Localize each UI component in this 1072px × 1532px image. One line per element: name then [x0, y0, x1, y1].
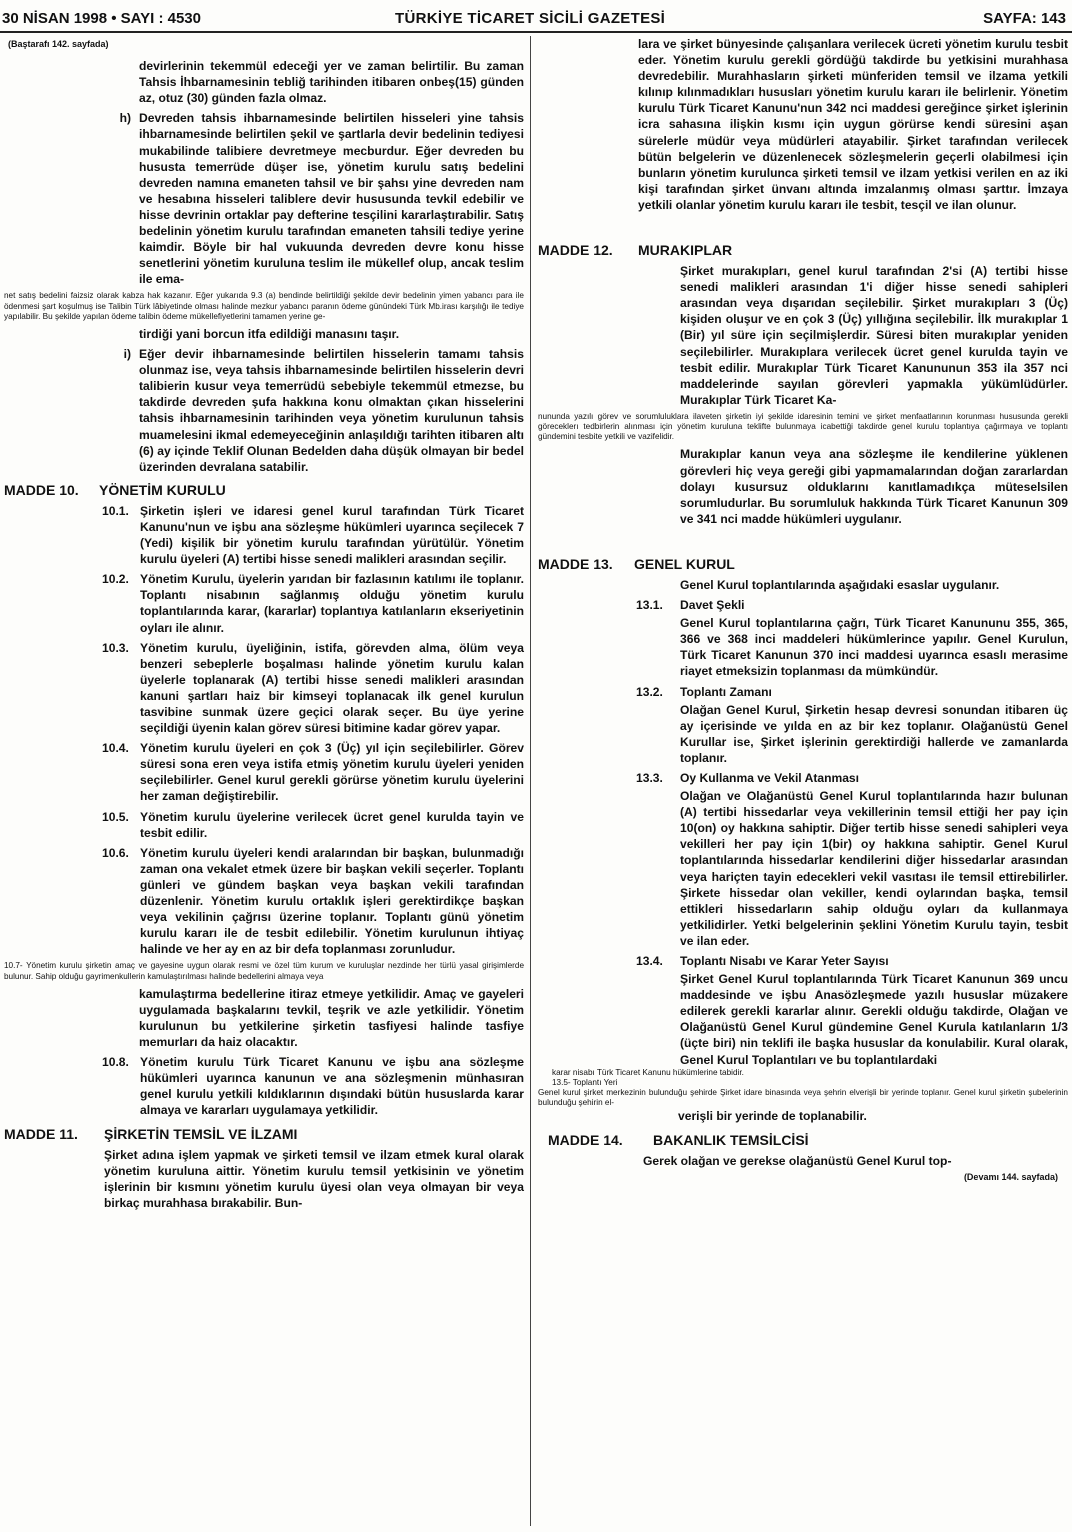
clause-text: Yönetim kurulu, üyeliğinin, istifa, görevden alma, ölüm veya benzeri sebeplerle boşalması halinde yönetim kurulu kalan üyelerle toplanarak (A) tertibi hisse senedi malikleri arasından kanuni şartları haiz bir kimseyi toplanacak ilk genel kurulun tasvibine sunmak üzere geçici olarak seçer. Bu üye yerine seçildiği üyenin kalan görev süresi bitimine kadar görev yapar.: [140, 640, 524, 736]
article-title: BAKANLIK TEMSİLCİSİ: [653, 1131, 809, 1148]
article-title: YÖNETİM KURULU: [99, 481, 226, 498]
small-print: Genel kurul şirket merkezinin bulunduğu şehirde Şirket idare binasında veya şehrin elverişli bir yerinde toplanır. Genel kurul şirketin şubelerinin bulunduğu şehirin el-: [538, 1088, 1068, 1108]
small-print: 10.7- Yönetim kurulu şirketin amaç ve gayesine uygun olarak resmi ve özel tüm kurum ve kuruluşlar nezdinde her türlü yasal girişimlerde bulunur. Sahip olduğu gayrimenkullerin kamulaştırılması halinde bedellerini almaya veya: [4, 961, 524, 981]
paragraph: Şirket adına işlem yapmak ve şirketi temsil ve ilzam etmek kural olarak yönetim kuruluna aittir. Yönetim kurulu temsil yetkisinin ve yönetim işlerinin bir kısmını yönetim kurulu üyesi olan veya olmayan bir veya birkaç murahhasa bırakabilir. Bun-: [104, 1147, 524, 1210]
list-item-i: [4, 346, 524, 475]
clause: [102, 809, 524, 841]
clause: [102, 571, 524, 635]
right-column: [538, 36, 1068, 1185]
subsection-title: Toplantı Nisabı ve Karar Yeter Sayısı: [680, 954, 889, 969]
item-text: Devreden tahsis ihbarnamesinde belirtilen hisseleri yine tahsis ihbarnamesinde belirtilen şekil ve şartlarla devir bedelinin tediyesi mukabilinde talibiere devretmeye mecburdur. Eğer devreden bu hususta temerrüde düşer ise, yönetim kurulu satış bedelini devreden namına emaneten tahsil ve bir şahsı yine devreden nam ve hesabına hisseleri taliblere devir hususunda tevkil edebilir ve hisse devrinin ortaklar pay defterine tesçilini kararlaştırabilir. Satış bedelinin yönetim kurulu tarafından emaneten tahsili tediye yerine kaimdir. Böyle bir hal vukuunda devreden devre konu hisse senetlerini yönetim kuruluna teslim ile mükellef olup, ancak teslim ile ema-: [139, 111, 524, 287]
clause-text: Şirketin işleri ve idaresi genel kurul tarafından Türk Ticaret Kanunu'nun ve işbu ana sözleşme hükümleri uyarınca seçilecek 7 (Yedi) kişilik bir yönetim kurulu tarafından yürütülür. Yönetim kurulu üyeleri (A) tertibi hisse senedi malikleri arasından seçilir.: [140, 503, 524, 567]
item-label: [4, 346, 139, 475]
subsection-text: Genel Kurul toplantılarına çağrı, Türk Ticaret Kanununu 355, 365, 366 ve 368 inci maddeleri hükümlerince yapılır. Genel Kurulun, Türk Ticaret Kanunun 370 inci maddesi uyarınca esaslı merasime riayet etmeksizin toplanması da mümkündür.: [680, 616, 1068, 679]
subsection-heading: [636, 597, 1068, 613]
small-print: karar nisabı Türk Ticaret Kanunu hükümlerine tabidir.: [552, 1067, 744, 1077]
paragraph: Murakıplar kanun veya ana sözleşme ile kendilerine yüklenen görevleri hiç veya gereği gibi yapmamalarından doğan zararlardan dolayı kusursuz olduklarını kanıtlamadıkça müteselsilen sorumludurlar. Bu sorumluluk hakkında Türk Ticaret Kanunun 309 ve 341 nci madde hükümleri uygulanır.: [680, 447, 1068, 526]
subsection-title: Oy Kullanma ve Vekil Atanması: [680, 770, 860, 785]
article-heading: [538, 555, 1068, 573]
article-number: MADDE 13.: [538, 555, 613, 572]
clause-text: Yönetim kurulu üyeleri kendi aralarından bir başkan, bulunmadığı zaman ona vekalet etmek üzere bir başkan vekili seçerler. Toplantı günleri ve gündem başkan veya başkan vekili tarafından düzenlenir. Yönetim kurulu ortaklık işleri gerektirdikçe başkan veya vekilinin çağrısı üzerine toplanır. Toplantı günü yönetim kurulu kararı ile de tesbit edilebilir. Yönetim kurulunun ihtiyaç halinde ve her ay en az bir defa toplanması zorunludur.: [140, 845, 524, 957]
item-label: [4, 110, 139, 287]
clause-text: Yönetim kurulu üyelerine verilecek ücret genel kurulda tayin ve tesbit edilir.: [140, 809, 524, 840]
article-heading: [538, 1131, 1068, 1149]
paragraph: lara ve şirket bünyesinde çalışanlara verilecek ücreti yönetim kurulu tesbit eder. Yönetim kurulu gerekli gördüğü takdirde bu yetkisini murahhasa devredebilir. Murahhasların şirketi münferiden temsil ve ilzama yetkili kılınıp kılınmadıkları hususları yönetim kurulu kararı ile belirlenir. Yönetim kurulu Türk Ticaret Kanunu'nun 342 nci maddesi gereğince şirket işlerinin icra sahasına ilişkin kısmı için uygun görürse kendi süresini aşan sürelerle müdür veya müdürleri atayabilir. Şirket tarafından verilecek bütün belgelerin ve düzenlenecek sözleşmelerin geçerli olabilmesi için bunların yönetim kurulunca şirketi temsil ve ilzam yetkisi verilen en az iki kişi tarafından şirket ünvanı altında imzalanmış olması şarttır. İmzaya yetkili olanlar yönetim kurulu kararı ile tesbit, tesçil ve ilan olunur.: [638, 37, 1068, 212]
clause-text: Yönetim kurulu Türk Ticaret Kanunu ve işbu ana sözleşme hükümleri uyarınca kanunun ve ana sözleşmenin münhasıran genel kurulu yetkili kıldıklarının dışındaki bütün hususlarda karar almaya ve kararları uygulamaya yetkilidir.: [140, 1055, 524, 1118]
clause-number: 10.3.: [102, 640, 129, 655]
clause-number: 10.5.: [102, 809, 129, 824]
clause-number: 10.1.: [102, 503, 129, 518]
subsection-number: 13.2.: [636, 684, 663, 699]
issue-date: 30 NİSAN 1998 • SAYI : 4530: [2, 10, 201, 27]
clause: [102, 845, 524, 958]
subsection-heading: [636, 684, 1068, 700]
subsection-number: 13.1.: [636, 598, 663, 613]
article-number: MADDE 12.: [538, 242, 613, 259]
clause-text: Yönetim kurulu üyeleri en çok 3 (Üç) yıl için seçilebilirler. Görev süresi sona eren veya istifa etmiş yönetim kurulu üyeleri yeniden seçilebilirler. Genel kurul gerekli görürse yönetim kurulu üyelerini her zaman değiştirebilir.: [140, 741, 524, 804]
small-print: net satış bedelini faizsiz olarak kabza hak kazanır. Eğer yukarıda 9.3 (a) bendinde belirtildiği şekilde devir bedelinin yimen yabancı para ile ödenmesi şart koşulmuş ise Talibin Türk lâbiyetinde olması halinde mezkur yabancı paranın ödeme günündeki Türk Mb.irası karşılığı ile tediye yapılabilir. Bu şekilde yapılan ödeme talibin ödeme mükellefiyetlerini tamamen yerine ge-: [4, 291, 524, 321]
clause-number: 10.6.: [102, 845, 129, 860]
left-column: [4, 36, 524, 1211]
item-label-text: h): [119, 111, 131, 126]
column-divider: [530, 36, 531, 1526]
subsection-title: Davet Şekli: [680, 598, 745, 613]
article-heading: [4, 481, 524, 499]
item-text: Eğer devir ihbarnamesinde belirtilen hisselerin tamamı tahsis olunmaz ise, veya tahsis ihbarnamesinde belirtilen hisselerin devri talibierin kusur veya temerrüdü sebebiyle tekemmül etmezse, bu takdirde devreden şufa hakkına konu olmaktan çıkan hisselerini tahsis ihbarnamesinin tarihinden veya yönetim kurulunun tahsis muamelesini ikmal edemeyeceğinin anlaşıldığı tarihten itibaren altı (6) ay içinde Teklif Olunan Bedelden daha düşük olmayan bir bedel üzerinden devralana satabilir.: [139, 347, 524, 474]
subsection-text: Şirket Genel Kurul toplantılarında Türk Ticaret Kanunun 369 uncu maddesinde ve işbu Anasözleşmede yazılı hususlar müzakere edilerek gerekli kararlar alınır. Gerekli olduğu takdirde, Olağan ve Olağanüstü Genel Kurul gündemine Genel Kurula katılanların 1/3 (üçte biri) nin teklifi ile başka hususlar da konulabilir. Kural olarak, Genel Kurul Toplantıları ve bu toplantılardaki: [680, 972, 1068, 1067]
publication-title: TÜRKİYE TİCARET SİCİLİ GAZETESİ: [395, 10, 666, 27]
clause: [102, 740, 524, 804]
subsection-title: Toplantı Zamanı: [680, 684, 772, 699]
subsection-heading: [636, 770, 1068, 786]
clause-number: 10.4.: [102, 741, 129, 756]
article-heading: [4, 1125, 524, 1143]
header-rule: [0, 31, 1072, 33]
continued-on-note: (Devamı 144. sayfada): [963, 1171, 1058, 1182]
article-title: MURAKIPLAR: [638, 242, 733, 259]
clause: [102, 503, 524, 567]
item-label-text: i): [123, 347, 131, 362]
article-heading: [538, 241, 1068, 259]
paragraph: Şirket murakıpları, genel kurul tarafından 2'si (A) tertibi hisse senedi malikleri arasından 1'i diğer hisse senedi sahipleri arasından veya dışarıdan seçilebilir. Şirket murakıpları 3 (Üç) kişiden oluşur ve en çok 3 (Üç) yıllığına seçilebilir. İlk murakıplar 1 (Bir) yıl süre için seçilmişlerdir. Süresi biten murakıplar yeniden seçilebilirler. Murakıplara verilecek ücret genel kurulda tayin ve tesbit edilir. Murakıplar Türk Ticaret Kanununun 353 ila 357 nci maddelerinde sayılan görevleri yapmakla yükümlüdürler. Murakıplar Türk Ticaret Ka-: [680, 264, 1068, 407]
paragraph: verişli bir yerinde de toplanabilir.: [678, 1109, 867, 1124]
list-item-h: [4, 110, 524, 287]
subsection-number: 13.3.: [636, 770, 663, 785]
article-number: MADDE 14.: [548, 1131, 623, 1148]
clause: [102, 640, 524, 737]
clause-number: 10.2.: [102, 572, 129, 587]
clause: [102, 1054, 524, 1118]
subsection-text: Olağan ve Olağanüstü Genel Kurul toplantılarında hazır bulunan (A) tertibi hissedarlar veya vekillerinin temsil ettiği her pay için 10(on) oy hakkına sahiptir. Diğer tertib hisse senedi sahipleri veya vekilleri her pay için 1(bir) oy hakkına sahiptir. Genel Kurul toplantılarında hissedarlar kendilerini diğer hissedarlar arasından veya hariçten tayin edecekleri vekil vasıtası ile temsil ettirebilirler. Şirkete hissedar olan vekiller, kendi oylarından başka, temsil ettikleri hissedarların sahip olduğu oyları da kullanmaya yetkilidirler. Yetki belgelerinin şeklini Yönetim Kurulu tayin, tesbit ve ilan eder.: [680, 789, 1068, 948]
subsection-heading: [636, 953, 1068, 969]
paragraph: tirdiği yani borcun itfa edildiği manasını taşır.: [139, 327, 400, 342]
article-title: GENEL KURUL: [634, 555, 735, 572]
page-header: [0, 0, 1072, 30]
small-print: 13.5- Toplantı Yeri: [552, 1077, 618, 1087]
clause-number: 10.8.: [102, 1055, 129, 1070]
small-print: nununda yazılı görev ve sorumluluklara ilaveten şirketin iyi şekilde idaresinin temini ve şirket menfaatlarının korunması hususunda gerekli göreceklerı tedbirlerin alınması için yönetim kuruluna teklifte bulunmaya icabettiği takdirde genel kurulu toplantıya çağırmaya ve toplantı gündemini tesbite yetkili ve vazifelidir.: [538, 411, 1068, 442]
clause-text: Yönetim Kurulu, üyelerin yarıdan bir fazlasının katılımı ile toplanır. Toplantı nisabının sağlanmış olduğu yönetim kurulu toplantılarında karar, (kararlar) toplantıya katılanların ekseriyetinin oyları ile alınır.: [140, 572, 524, 635]
subsection-number: 13.4.: [636, 954, 663, 969]
page-number: SAYFA: 143: [983, 10, 1066, 27]
subsection-text: Olağan Genel Kurul, Şirketin hesap devresi sonundan itibaren üç ay içerisinde ve yılda en az bir kez toplanır. Olağanüstü Genel Kurullar ise, Şirket işlerinin gerektirdiği hallerde ve zamanlarda toplanır.: [680, 702, 1068, 765]
paragraph: Genel Kurul toplantılarında aşağıdaki esaslar uygulanır.: [680, 577, 1000, 592]
continued-from-note: (Baştarafı 142. sayfada): [8, 39, 109, 49]
paragraph: devirlerinin tekemmül edeceği yer ve zaman belirtilir. Bu zaman Tahsis İhbarnamesinin tebliğ tarihinden itibaren onbeş(15) günden az, otuz (30) günden fazla olmaz.: [139, 59, 524, 106]
article-number: MADDE 11.: [4, 1125, 78, 1142]
paragraph: kamulaştırma bedellerine itiraz etmeye yetkilidir. Amaç ve gayeleri uygulamada başkalarını tevkil, teşrik ve azle yetkilidir. Yönetim kurulunun bu yetkilerine şirketin tasfiyesi halinde tasfiye memurları da haiz olacaktır.: [139, 986, 524, 1050]
article-title: ŞİRKETİN TEMSİL VE İLZAMI: [104, 1125, 298, 1142]
article-number: MADDE 10.: [4, 481, 79, 498]
paragraph: Gerek olağan ve gerekse olağanüstü Genel Kurul top-: [643, 1153, 952, 1168]
